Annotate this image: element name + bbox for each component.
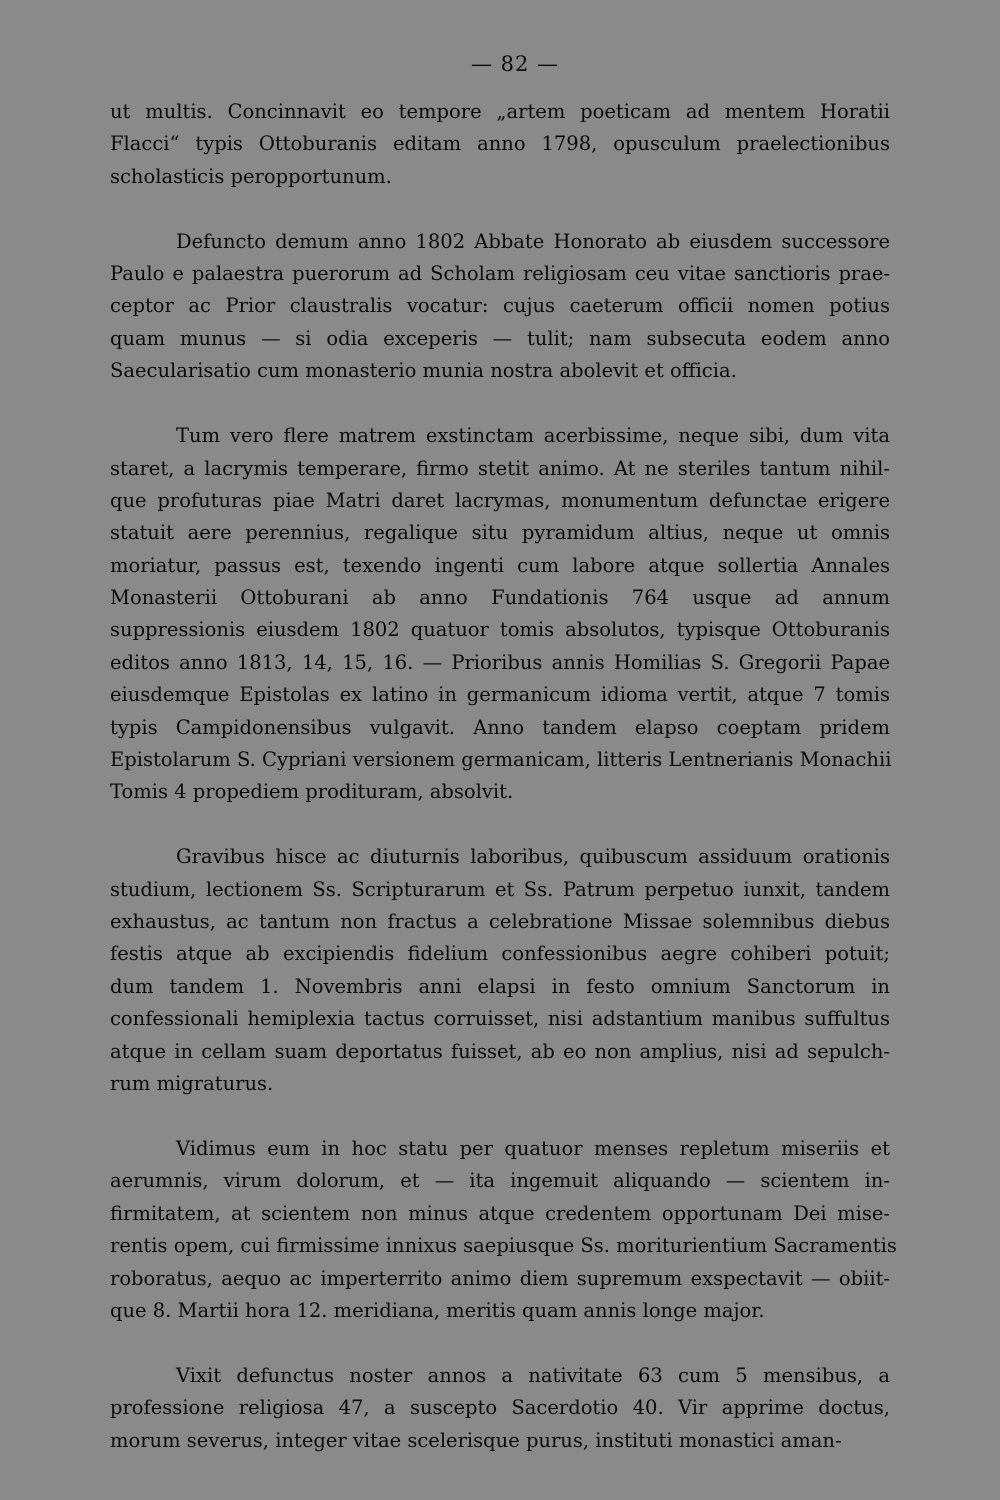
text-line: Vidimus eum in hoc statu per quatuor menses repletum miseriis et (176, 1136, 890, 1160)
text-line: que profuturas piae Matri daret lacrymas, monumentum defunctae erigere (110, 488, 890, 512)
paragraph (110, 96, 890, 193)
text-line: Defuncto demum anno 1802 Abbate Honorato ab eiusdem successore (176, 229, 890, 253)
page-number: — 82 — (470, 52, 560, 76)
text-line: Epistolarum S. Cypriani versionem germanicam, litteris Lentnerianis Monachii (110, 748, 892, 772)
paragraph-gap (110, 193, 890, 226)
text-line: Tum vero flere matrem exstinctam acerbissime, neque sibi, dum vita (176, 424, 890, 448)
text-line: staret, a lacrymis temperare, firmo stetit animo. At ne steriles tantum nihil- (110, 456, 890, 480)
text-line: professione religiosa 47, a suscepto Sacerdotio 40. Vir apprime doctus, (110, 1396, 890, 1420)
text-line: firmitatem, at scientem non minus atque credentem opportunam Dei mise- (110, 1201, 890, 1225)
text-line: moriatur, passus est, texendo ingenti cum labore atque sollertia Annales (110, 553, 890, 577)
text-line: Gravibus hisce ac diuturnis laboribus, quibuscum assiduum orationis (176, 845, 890, 869)
paragraph (110, 841, 890, 1100)
text-line: studium, lectionem Ss. Scripturarum et Ss. Patrum perpetuo iunxit, tandem (110, 877, 890, 901)
text-line: suppressionis eiusdem 1802 quatuor tomis absolutos, typisque Ottoburanis (110, 618, 890, 642)
text-line: que 8. Martii hora 12. meridiana, meritis quam annis longe major. (110, 1298, 765, 1322)
paragraph-gap (110, 809, 890, 842)
text-line: rentis opem, cui firmissime innixus saepiusque Ss. moriturientium Sacramentis (110, 1234, 897, 1258)
text-line: Flacci“ typis Ottoburanis editam anno 1798, opusculum praelectionibus (110, 132, 890, 156)
text-line: ceptor ac Prior claustralis vocatur: cujus caeterum officii nomen potius (110, 294, 890, 318)
text-line: ut multis. Concinnavit eo tempore „artem poeticam ad mentem Horatii (110, 100, 890, 123)
text-line: Tomis 4 propediem prodituram, absolvit. (110, 780, 514, 804)
paragraph (110, 226, 890, 388)
paragraph-gap (110, 1327, 890, 1360)
text-line: eiusdemque Epistolas ex latino in germanicum idioma vertit, atque 7 tomis (110, 683, 890, 707)
text-line: atque in cellam suam deportatus fuisset, ab eo non amplius, nisi ad sepulch- (110, 1039, 890, 1063)
text-line: editos anno 1813, 14, 15, 16. — Prioribus annis Homilias S. Gregorii Papae (110, 650, 890, 674)
paragraph-gap (110, 1100, 890, 1133)
text-line: typis Campidonensibus vulgavit. Anno tandem elapso coeptam pridem (110, 715, 890, 739)
text-line: Vixit defunctus noster annos a nativitate 63 cum 5 mensibus, a (176, 1363, 890, 1387)
paragraph (110, 1133, 897, 1327)
text-line: quam munus — si odia exceperis — tulit; nam subsecuta eodem anno (110, 326, 890, 350)
text-line: confessionali hemiplexia tactus corruisset, nisi adstantium manibus suffultus (110, 1007, 890, 1031)
paragraph (110, 420, 890, 809)
text-line: statuit aere perennius, regalique situ pyramidum altius, neque ut omnis (110, 521, 890, 545)
text-line: roboratus, aequo ac imperterrito animo diem supremum exspectavit — obiit- (110, 1266, 890, 1290)
text-line: dum tandem 1. Novembris anni elapsi in festo omnium Sanctorum in (110, 974, 890, 998)
paragraph (110, 1360, 890, 1457)
text-line: Saecularisatio cum monasterio munia nostra abolevit et officia. (110, 359, 737, 383)
text-line: rum migraturus. (110, 1072, 274, 1096)
text-line: Paulo e palaestra puerorum ad Scholam religiosam ceu vitae sanctioris prae- (110, 262, 890, 286)
text-line: festis atque ab excipiendis fidelium confessionibus aegre cohiberi potuit; (110, 942, 890, 966)
text-line: scholasticis peropportunum. (110, 164, 392, 188)
body-text (110, 96, 897, 1457)
book-page (110, 48, 897, 1457)
paragraph-gap (110, 388, 890, 421)
text-line: morum severus, integer vitae scelerisque purus, instituti monastici aman- (110, 1428, 842, 1452)
text-line: Monasterii Ottoburani ab anno Fundationis 764 usque ad annum (110, 586, 890, 610)
text-line: aerumnis, virum dolorum, et — ita ingemuit aliquando — scientem in- (110, 1169, 890, 1193)
text-line: exhaustus, ac tantum non fractus a celebratione Missae solemnibus diebus (110, 910, 890, 934)
